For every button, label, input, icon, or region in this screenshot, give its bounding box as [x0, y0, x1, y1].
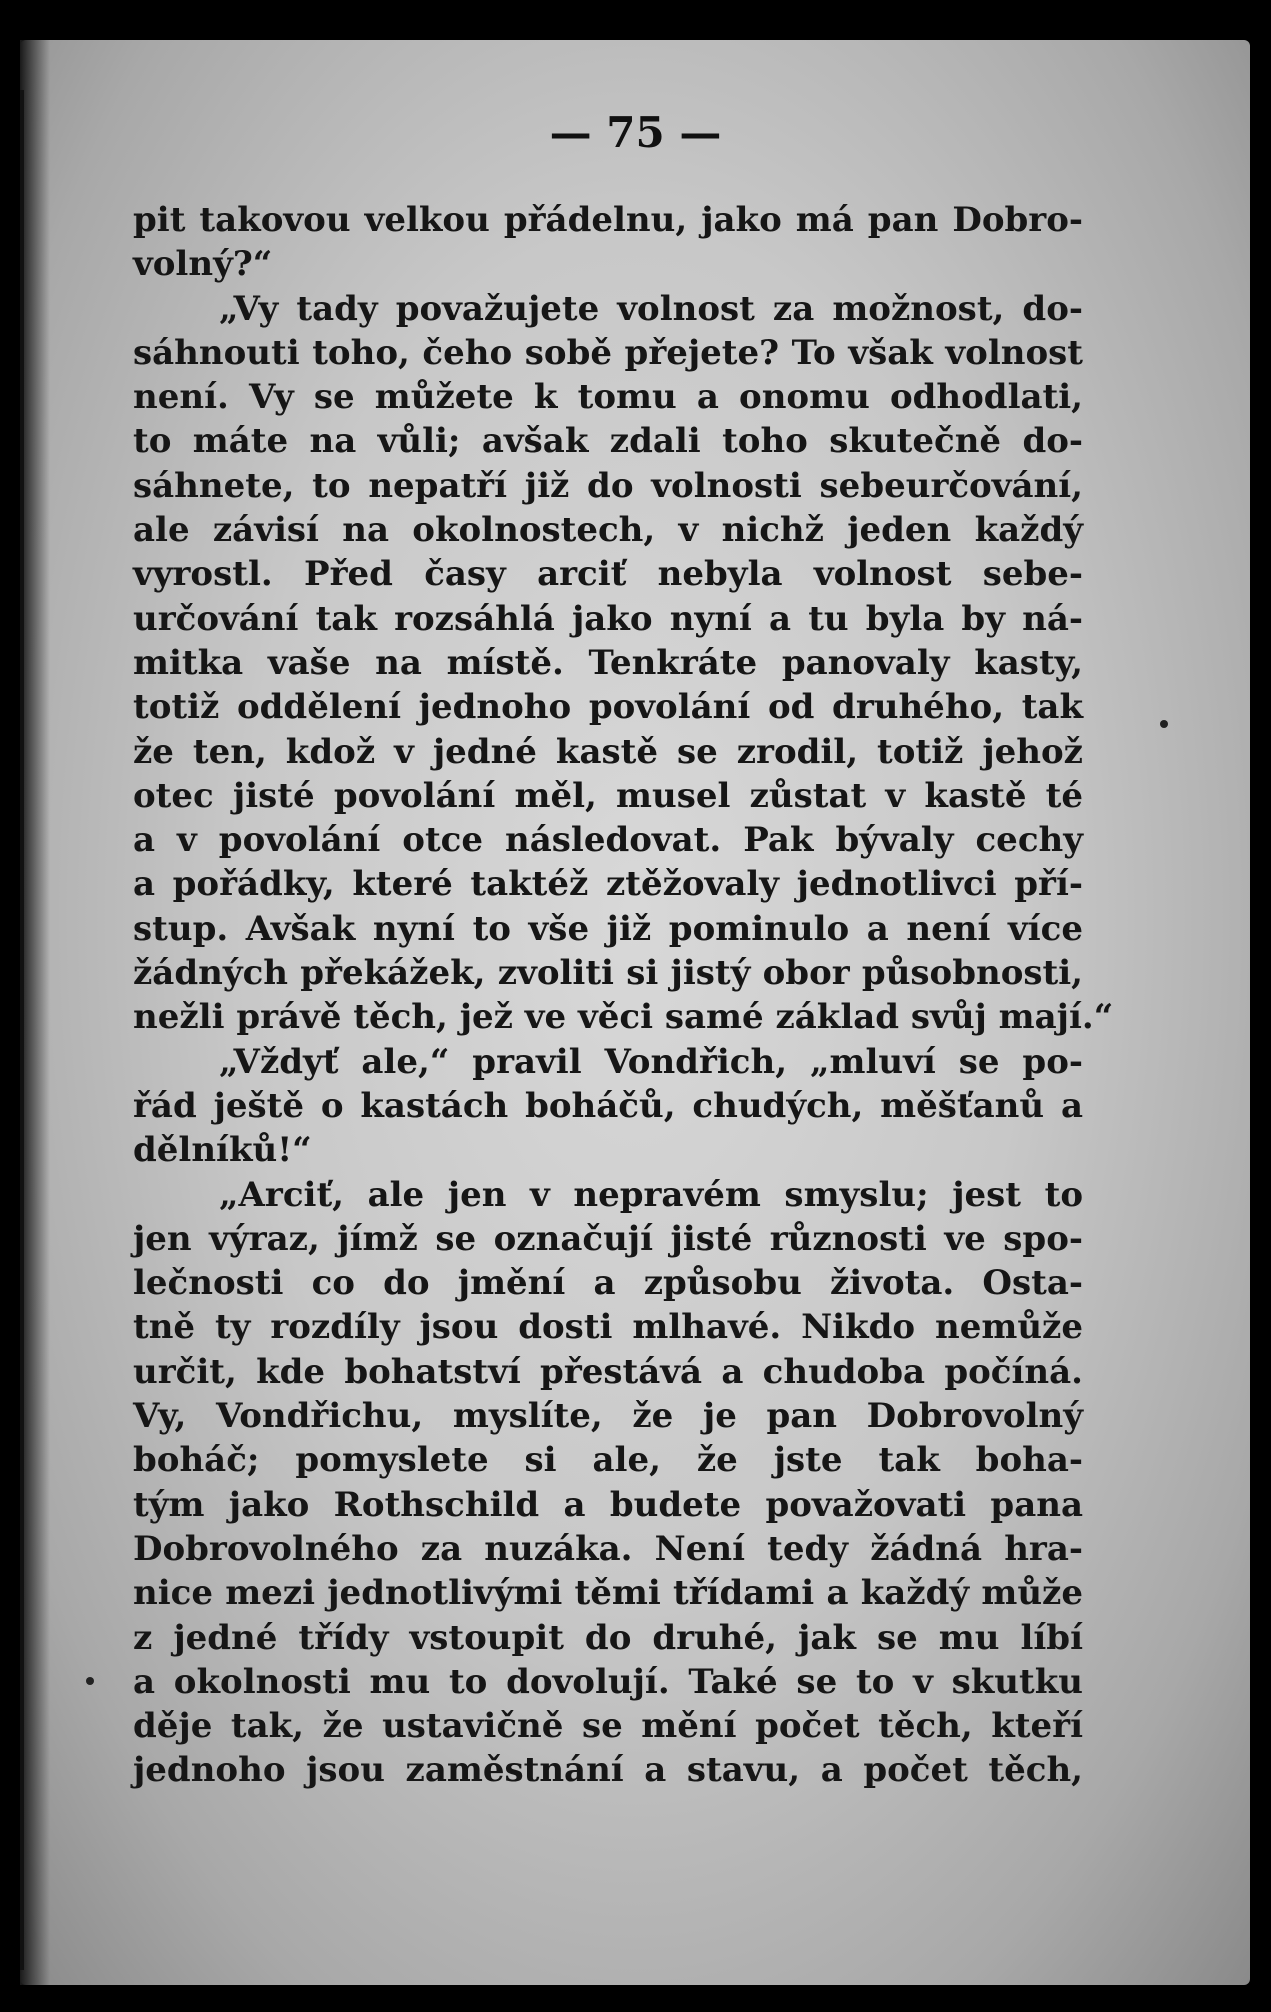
text-line: a okolnosti mu to dovolují. Také se to v skutku — [133, 1661, 1083, 1702]
text-line: tým jako Rothschild a budete považovati pana — [133, 1484, 1083, 1525]
text-line: sáhnete, to nepatří již do volnosti sebeurčování, — [133, 465, 1083, 506]
text-line: boháč; pomyslete si ale, že jste tak boha- — [133, 1440, 1083, 1481]
text-line: mitka vaše na místě. Tenkráte panovaly kasty, — [133, 642, 1083, 683]
text-line: Vy, Vondřichu, myslíte, že je pan Dobrovolný — [133, 1396, 1083, 1437]
text-line: stup. Avšak nyní to vše již pominulo a není více — [133, 908, 1083, 949]
text-line: určování tak rozsáhlá jako nyní a tu byla by ná- — [133, 598, 1083, 639]
text-line: sáhnouti toho, čeho sobě přejete? To však volnost — [133, 332, 1083, 373]
text-line: z jedné třídy vstoupit do druhé, jak se mu líbí — [133, 1617, 1083, 1658]
text-line: nice mezi jednotlivými těmi třídami a každý může — [133, 1573, 1083, 1614]
text-line: ale závisí na okolnostech, v nichž jeden každý — [133, 510, 1083, 551]
text-line: volný?“ — [133, 244, 273, 285]
ink-speck — [86, 1677, 94, 1685]
text-line: totiž oddělení jednoho povolání od druhého, tak — [133, 687, 1083, 728]
text-line: že ten, kdož v jedné kastě se zrodil, totiž jehož — [133, 731, 1083, 772]
text-line: „Arciť, ale jen v nepravém smyslu; jest to — [219, 1174, 1083, 1215]
text-line: lečnosti co do jmění a způsobu života. Osta- — [133, 1263, 1083, 1304]
ink-speck — [1160, 720, 1168, 728]
text-line: a v povolání otce následovat. Pak bývaly cechy — [133, 820, 1083, 861]
text-line: nežli právě těch, jež ve věci samé základ svůj mají.“ — [133, 997, 1114, 1038]
text-line: tně ty rozdíly jsou dosti mlhavé. Nikdo nemůže — [133, 1307, 1083, 1348]
text-line: dělníků!“ — [133, 1130, 312, 1171]
text-line: řád ještě o kastách boháčů, chudých, měšťanů a — [133, 1085, 1083, 1126]
binding-shadow — [20, 40, 50, 1985]
text-line: otec jisté povolání měl, musel zůstat v kastě té — [133, 775, 1083, 816]
text-line: pit takovou velkou přádelnu, jako má pan Dobro- — [133, 200, 1083, 240]
text-line: jednoho jsou zaměstnání a stavu, a počet těch, — [133, 1750, 1083, 1791]
text-line: děje tak, že ustavičně se mění počet těch, kteří — [133, 1706, 1083, 1747]
body-text — [133, 198, 1114, 1793]
text-line: Dobrovolného za nuzáka. Není tedy žádná hra- — [133, 1528, 1083, 1569]
page-edge-rule — [20, 90, 24, 1970]
text-line: a pořádky, které taktéž ztěžovaly jednotlivci pří- — [133, 864, 1083, 905]
text-line: určit, kde bohatství přestává a chudoba počíná. — [133, 1351, 1083, 1392]
page-number: — 75 — — [549, 108, 722, 157]
text-line: to máte na vůli; avšak zdali toho skutečně do- — [133, 421, 1083, 462]
text-line: vyrostl. Před časy arciť nebyla volnost sebe- — [133, 554, 1083, 595]
text-line: jen výraz, jímž se označují jisté různosti ve spo- — [133, 1218, 1083, 1259]
text-line: „Vždyť ale,“ pravil Vondřich, „mluví se po- — [219, 1041, 1083, 1082]
text-line: „Vy tady považujete volnost za možnost, do- — [219, 288, 1083, 329]
text-line: není. Vy se můžete k tomu a onomu odhodlati, — [133, 377, 1083, 418]
text-line: žádných překážek, zvoliti si jistý obor působnosti, — [133, 953, 1083, 994]
